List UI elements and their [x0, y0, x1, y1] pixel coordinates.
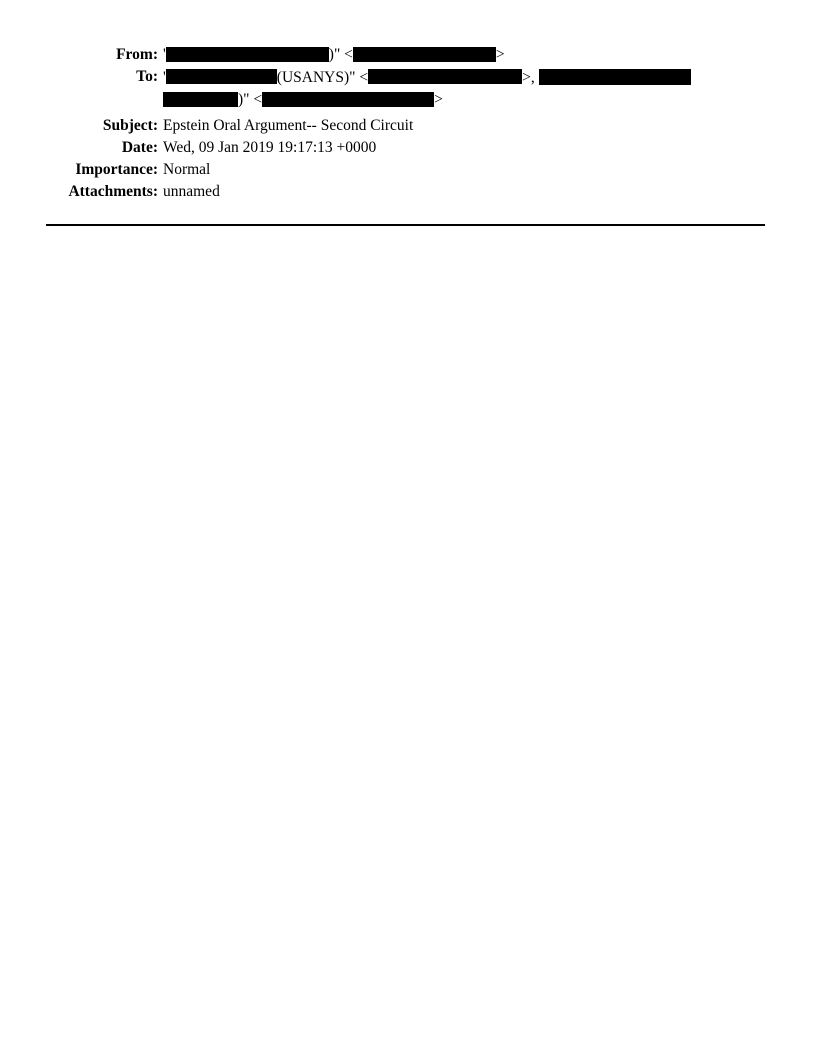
- email-header-block: [0, 44, 816, 203]
- date-value: Wed, 09 Jan 2019 19:17:13 +0000: [163, 139, 377, 157]
- attachments-label: Attachments:: [68, 183, 158, 201]
- header-row-subject: [0, 115, 816, 137]
- to-after-address-1: >,: [522, 68, 535, 86]
- importance-value: Normal: [163, 161, 211, 179]
- redacted-to-address-2: [262, 92, 434, 107]
- to-usanys-text: (USANYS)" <: [276, 68, 369, 86]
- subject-label: Subject:: [102, 117, 158, 135]
- to-label: To:: [136, 68, 158, 86]
- redacted-to-address-1: [368, 69, 522, 84]
- header-row-importance: [0, 159, 816, 181]
- importance-label: Importance:: [75, 161, 158, 179]
- header-row-to: [0, 66, 816, 88]
- to-mid-text-2: )" <: [238, 91, 263, 109]
- from-label: From:: [116, 46, 158, 63]
- redacted-to-name-2: [539, 69, 691, 85]
- header-row-from: [0, 44, 816, 66]
- header-divider-rule: [46, 224, 765, 226]
- to-value-line-2: [163, 89, 816, 111]
- from-quote-open: ': [163, 46, 166, 64]
- redacted-from-name: [166, 47, 329, 62]
- redacted-from-address: [353, 47, 496, 62]
- to-value-line-1: [163, 66, 816, 88]
- header-row-attachments: [0, 181, 816, 203]
- subject-value: Epstein Oral Argument-- Second Circuit: [163, 117, 414, 135]
- redacted-to-name-3: [163, 92, 238, 107]
- header-row-to-continued: [0, 89, 816, 111]
- from-value: [163, 44, 816, 66]
- to-after-address-2: >: [434, 91, 443, 109]
- redacted-to-name-1: [166, 69, 277, 84]
- header-row-date: [0, 137, 816, 159]
- from-close-bracket: >: [495, 46, 505, 64]
- to-quote-open: ': [163, 68, 166, 86]
- from-after-name: )" <: [328, 46, 353, 64]
- attachments-value: unnamed: [163, 183, 220, 201]
- date-label: Date:: [121, 139, 158, 157]
